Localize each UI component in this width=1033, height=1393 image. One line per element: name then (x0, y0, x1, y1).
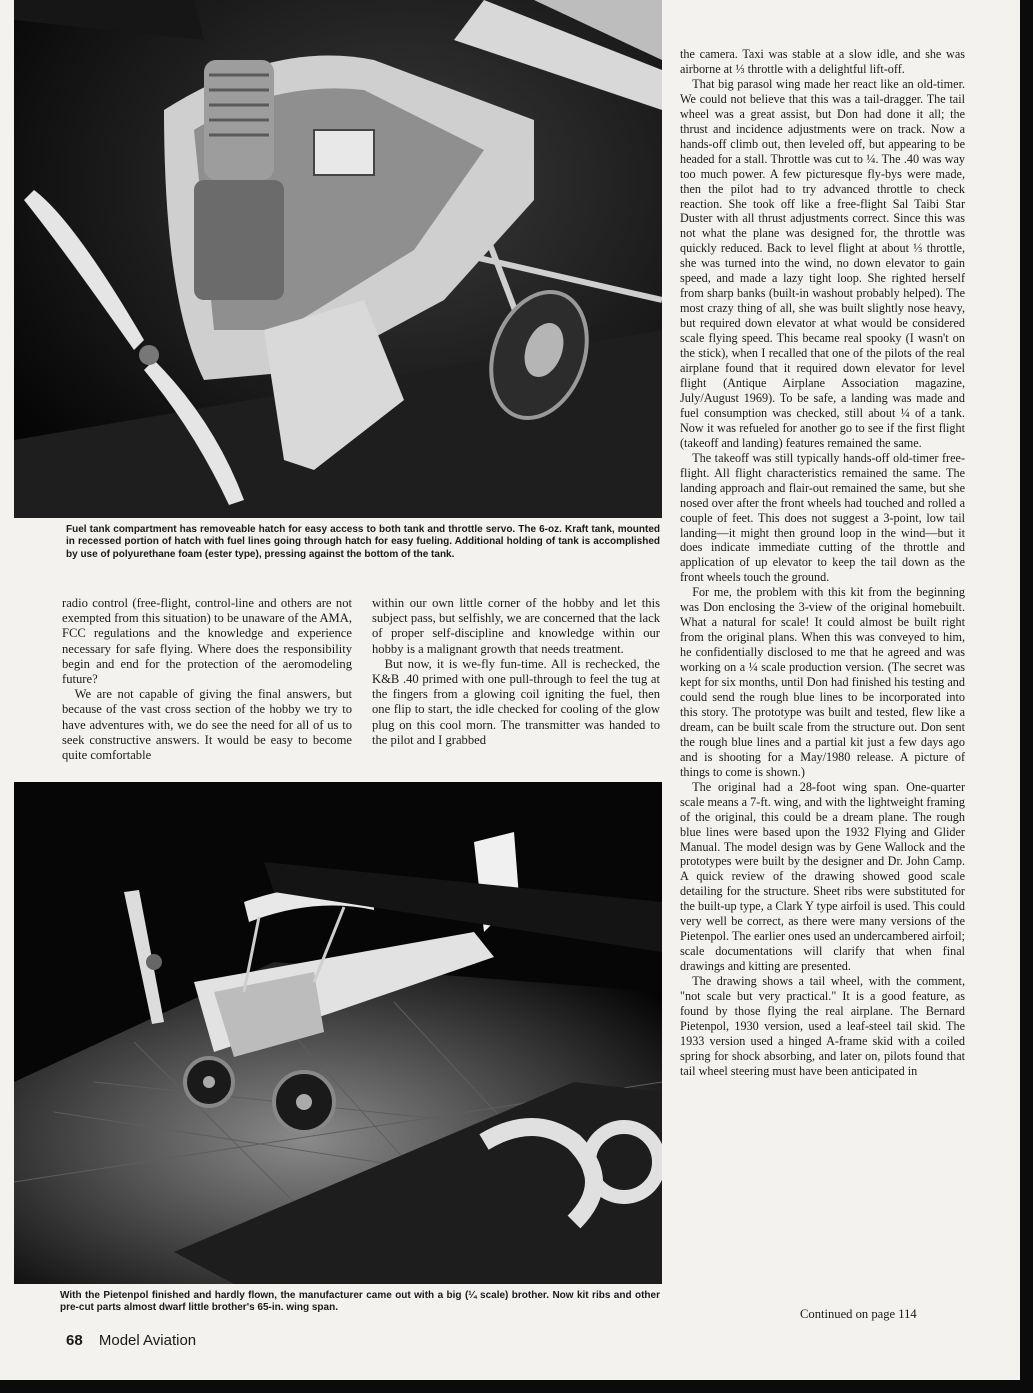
photo-caption-pietenpol: With the Pietenpol finished and hardly flown, the manufacturer came out with a big (¼ scale) brother. Now kit ribs and other pre-cut parts almost dwarf little brother's 65-in. wing span. (60, 1290, 660, 1314)
photo-caption-fuel-tank: Fuel tank compartment has removeable hatch for easy access to both tank and throttle servo. The 6-oz. Kraft tank, mounted in recessed portion of hatch with fuel lines going through hatch for easy fueling. Additional holding of tank is accomplished by use of polyurethane foam (ester type), pressing against the bottom of the tank. (66, 524, 660, 560)
pietenpol-and-scale-brother-photo (14, 782, 662, 1284)
publication-name: Model Aviation (98, 1332, 197, 1349)
paragraph: within our own little corner of the hobby and let this subject pass, but selfishly, we are concerned that the lack of proper self-discipline and knowledge within our hobby is a malignant growth that needs treatment. (372, 596, 660, 656)
paragraph: That big parasol wing made her react like an old-timer. We could not believe that this was a tail-dragger. The tail wheel was a great assist, but Don had done it all; the thrust and incidence adjustments were on track. Now a hands-off climb out, then leveled off, but appearing to be headed for a stall. Throttle was cut to ¼. The .40 was way too much power. A few picturesque fly-bys were made, then the pilot had to try advanced throttle to check reaction. She took off like a free-flight Sal Taibi Star Duster with all thrust adjustments correct. Since this was not what the plane was designed for, the throttle was quickly reduced. Back to level flight at about ⅓ throttle, she was turned into the wind, no down elevator to gain speed, and made a lazy tight loop. She righted herself from sharp banks (built-in washout probably helped). The most crazy thing of all, she was built slightly nose heavy, but required down elevator at what would be considered scale flying speed. This became real spooky (I wasn't on the stick), when I recalled that one of the pilots of the real airplane found that it required down elevator for level flight (Antique Airplane Association magazine, July/August 1969). To be safe, a landing was made and fuel consumption was checked, still about ¼ of a tank. Now it was refueled for another go to see if the first flight (takeoff and landing) features remained the same. (680, 76, 965, 450)
paragraph: radio control (free-flight, control-line and others are not exempted from this situation) to be unaware of the AMA, FCC regulations and the knowledge and experience necessary for safe flying. Where does the responsibility begin and end for the protection of the aeromodeling future? (62, 596, 352, 687)
fuel-tank-compartment-photo (14, 0, 662, 518)
scan-edge-right (1020, 0, 1033, 1393)
paragraph: The drawing shows a tail wheel, with the comment, "not scale but very practical." It is a good feature, as found by those flying the real airplane. The Bernard Pietenpol, 1930 version, used a leaf-steel tail skid. The 1933 version used a hinged A-frame skid with a coiled spring for shock absorbing, and later on, pilots found that tail wheel steering must have been anticipated in (680, 974, 965, 1078)
page-number: 68 (66, 1332, 83, 1349)
text-column-right (680, 47, 965, 1079)
paragraph: For me, the problem with this kit from the beginning was Don enclosing the 3-view of the original homebuilt. What a natural for scale! It could almost be built right from the original plans. When this was conveyed to him, he confidentially disclosed to me that he agreed and was working on a ¼ scale production version. (The secret was kept for six months, until Don had finished his testing and could send the rough blue lines to be incorporated into this story. The prototype was built and tested, flew like a dream, can be built scale from the structure out. Don sent the rough blue lines and a partial kit just a few days ago and is shooting for a May/1980 release. A picture of things to come is shown.) (680, 585, 965, 779)
paragraph: the camera. Taxi was stable at a slow idle, and she was airborne at ⅓ throttle with a delightful lift-off. (680, 47, 965, 76)
paragraph: But now, it is we-fly fun-time. All is rechecked, the K&B .40 primed with one pull-through to feel the tug at the fingers from a glowing coil igniting the fuel, then one flip to start, the idle checked for cooling of the glow plug on this cool morn. The transmitter was handed to the pilot and I grabbed (372, 656, 660, 747)
text-column-left (62, 596, 352, 763)
paragraph: We are not capable of giving the final answers, but because of the vast cross section of the hobby we try to have adventures with, we do see the need for all of us to seek constructive answers. It would be easy to become quite comfortable (62, 687, 352, 763)
paragraph: The takeoff was still typically hands-off old-timer free-flight. All flight characteristics remained the same. The landing approach and flair-out remained the same, but she nosed over after the front wheels had touched and rolled a couple of feet. This does not suggest a 3-point, low tail landing—it might then ground loop in the wind—but it does indicate immediate cutting of the throttle and application of up elevator to keep the tail down as the front wheels touch the ground. (680, 450, 965, 585)
text-column-middle (372, 596, 660, 748)
scan-edge-bottom (0, 1380, 1033, 1393)
page-footer (66, 1332, 196, 1349)
continued-on-link: Continued on page 114 (800, 1307, 917, 1321)
paragraph: The original had a 28-foot wing span. One-quarter scale means a 7-ft. wing, and with the lightweight framing of the original, this could be a dream plane. The rough blue lines were based upon the 1932 Flying and Glider Manual. The model design was by Gene Wallock and the prototypes were built by the designer and Dr. John Camp. A quick review of the drawing showed good scale detailing for the structure. Sheet ribs were substituted for the built-up type, a Clark Y type airfoil is used. This could very well be correct, as there were many versions of the Pietenpol. The earlier ones used an undercambered airfoil; scale documentations will clarify that when final drawings and kitting are presented. (680, 779, 965, 974)
